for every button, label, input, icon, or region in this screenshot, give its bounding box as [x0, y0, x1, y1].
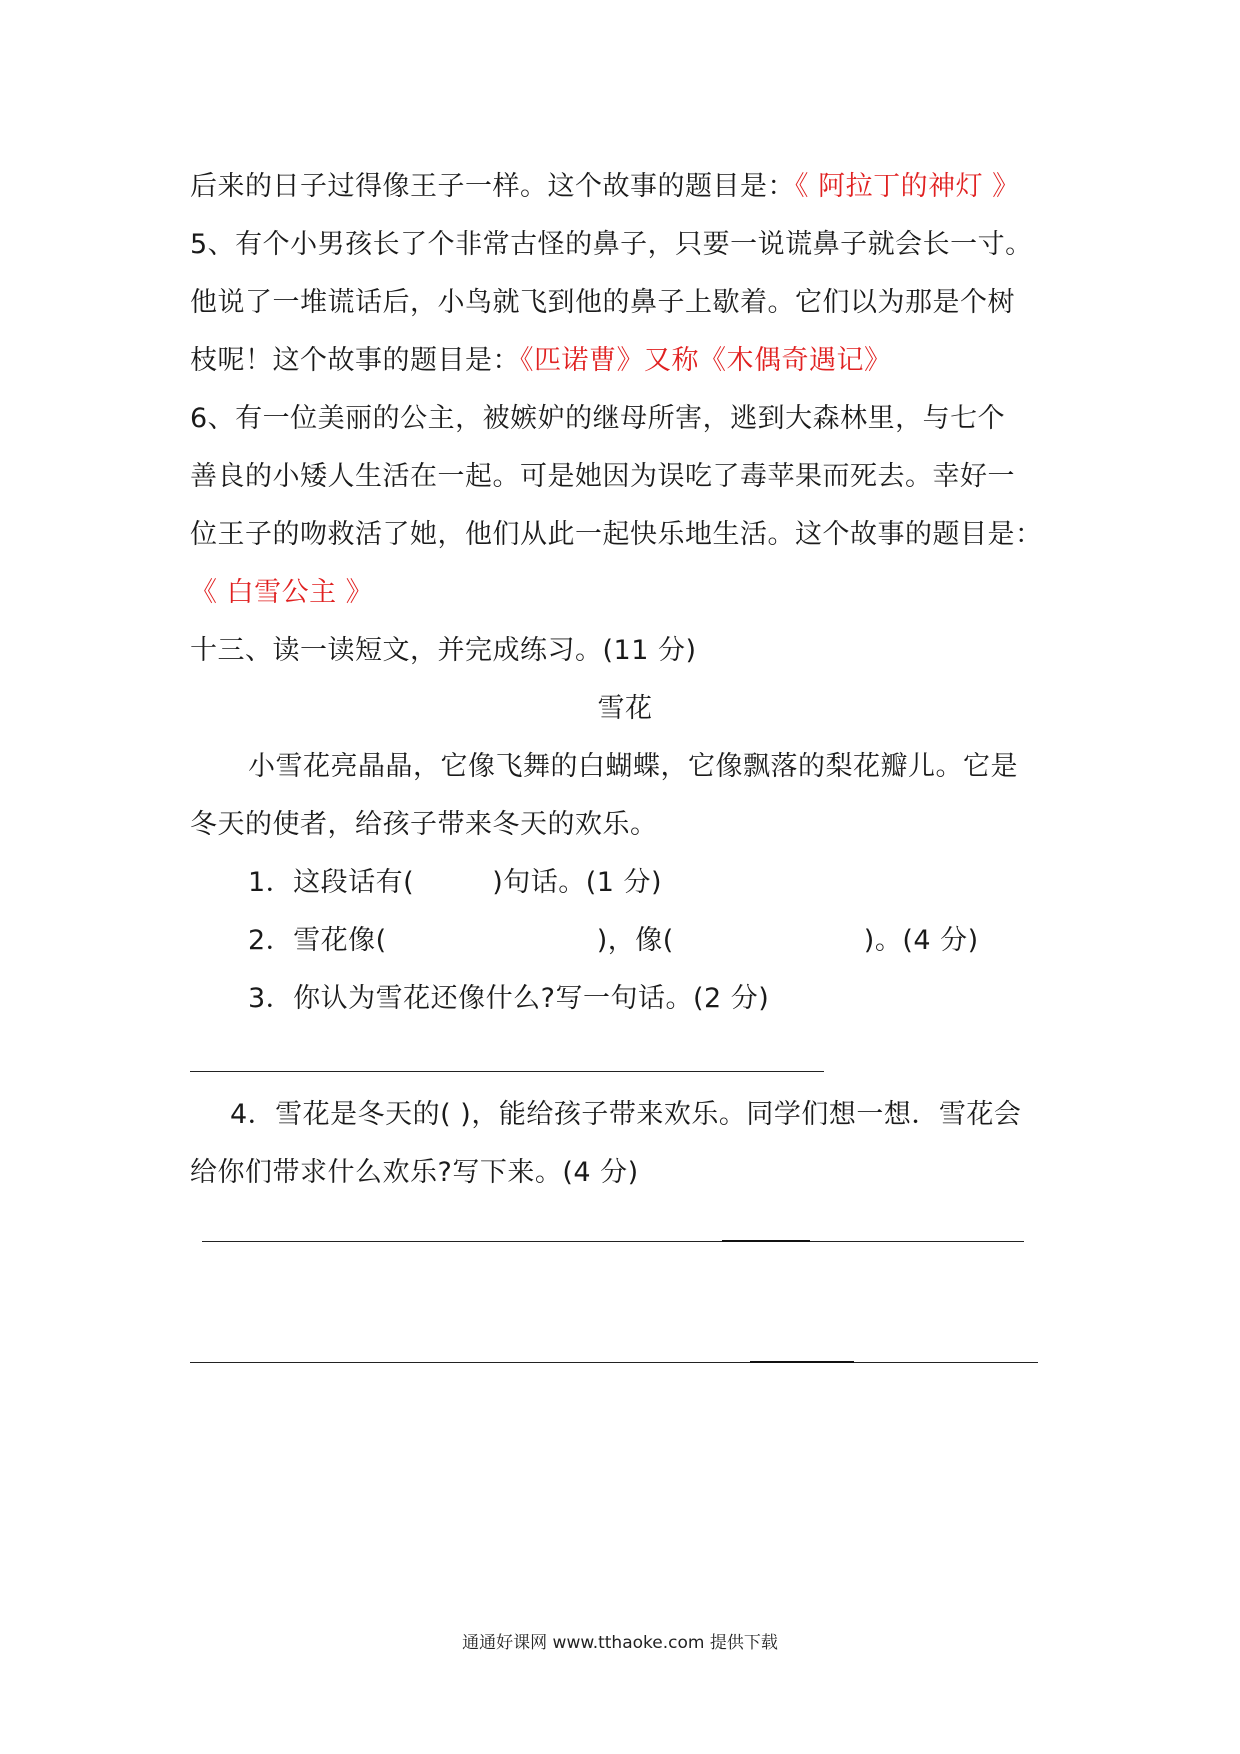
exercise3-answer-line[interactable]: [190, 1071, 824, 1072]
passage-line1: 小雪花亮晶晶，它像飞舞的白蝴蝶，它像飘落的梨花瓣儿。它是: [248, 751, 1018, 782]
exercise4-line2: 给你们带求什么欢乐?写下来。(4 分): [190, 1157, 639, 1188]
passage-line2: 冬天的使者，给孩子带来冬天的欢乐。: [190, 809, 658, 840]
exercise1-suffix: )句话。(1 分): [492, 867, 663, 898]
exercise4-answer-line2-c: [854, 1362, 1038, 1363]
exercise3: 3．你认为雪花还像什么?写一句话。(2 分): [248, 983, 770, 1014]
question6-line2: 善良的小矮人生活在一起。可是她因为误吃了毒苹果而死去。幸好一: [190, 461, 1015, 492]
exercise2-suffix: )。(4 分): [863, 925, 979, 956]
exercise4-line1: 4．雪花是冬天的( )，能给孩子带来欢乐。同学们想一想．雪花会: [230, 1099, 1022, 1130]
story4-answer: 《 阿拉丁的神灯 》: [795, 171, 1020, 202]
exercise2-prefix: 2．雪花像(: [248, 925, 387, 956]
exercise4-answer-line1-a[interactable]: [202, 1241, 722, 1242]
question5-line2: 他说了一堆谎话后，小鸟就飞到他的鼻子上歇着。它们以为那是个树: [190, 287, 1015, 318]
exercise4-answer-line1-b: [722, 1240, 810, 1242]
question5-line1: 5、有个小男孩长了个非常古怪的鼻子，只要一说谎鼻子就会长一寸。: [190, 229, 1033, 260]
exercise4-answer-line1-c: [810, 1241, 1024, 1242]
section13-heading: 十三、读一读短文，并完成练习。(11 分): [190, 635, 697, 666]
exercise4-answer-line2-a[interactable]: [190, 1362, 750, 1363]
question6-line3: 位王子的吻救活了她，他们从此一起快乐地生活。这个故事的题目是：: [190, 519, 1043, 550]
exercise4-answer-line2-b: [750, 1361, 854, 1363]
exercise2: [248, 912, 1118, 970]
question6-answer: 《 白雪公主 》: [190, 577, 374, 608]
exercise1-prefix: 1．这段话有(: [248, 867, 415, 898]
question5-line3: [190, 332, 1060, 390]
exercise2-middle: )，像(: [596, 925, 674, 956]
passage-title: 雪花: [597, 693, 653, 724]
story4-prompt: 后来的日子过得像王子一样。这个故事的题目是：: [190, 171, 795, 202]
story4-ending-line: [190, 158, 1060, 216]
question5-answer: 《匹诺曹》又称《木偶奇遇记》: [520, 345, 892, 376]
exercise1: [248, 854, 1118, 912]
question5-prompt: 枝呢！这个故事的题目是：: [190, 345, 520, 376]
footer-credit: 通通好课网 www.tthaoke.com 提供下载: [462, 1633, 778, 1653]
question6-line1: 6、有一位美丽的公主，被嫉妒的继母所害，逃到大森林里，与七个: [190, 403, 1006, 434]
